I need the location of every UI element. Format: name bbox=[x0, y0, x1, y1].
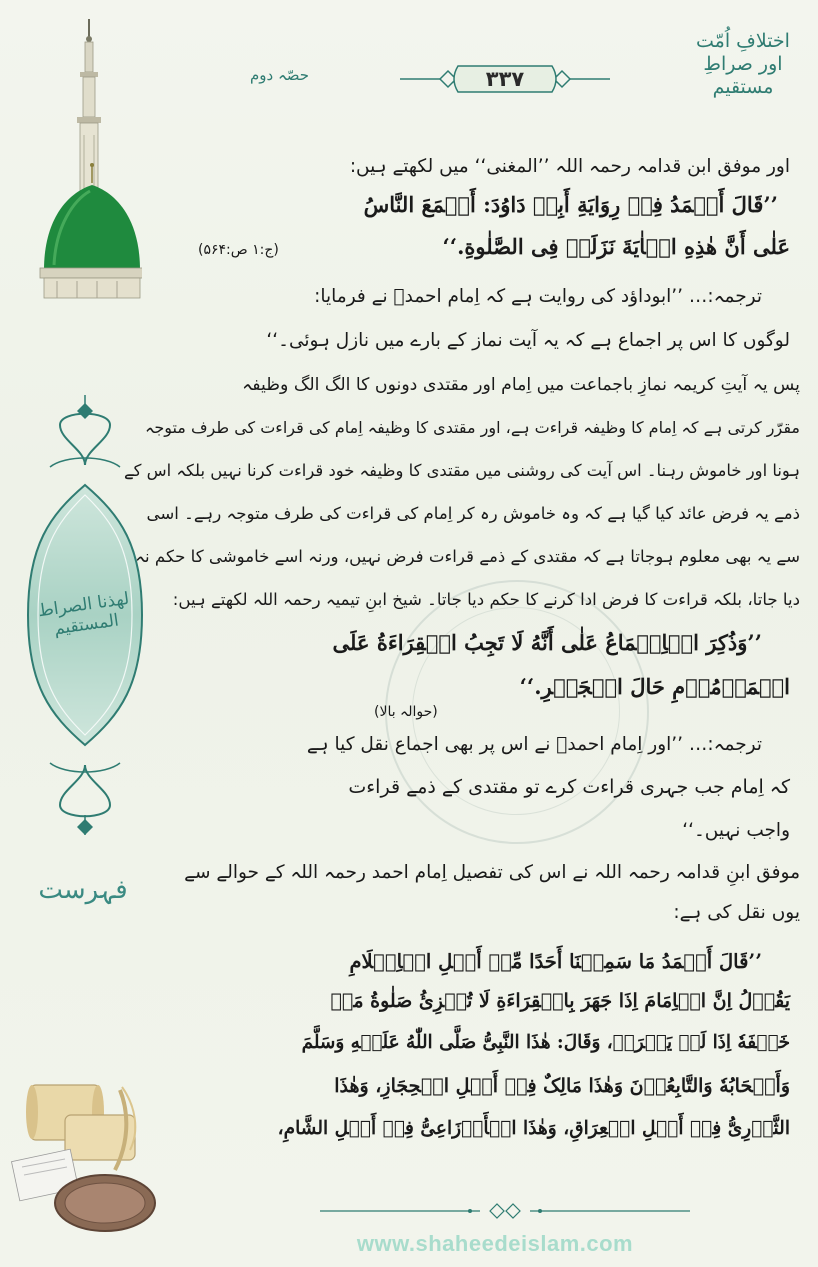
citation-reference: (حوالہ بالا) bbox=[374, 704, 438, 720]
website-url-link[interactable]: www.shaheedeislam.com bbox=[356, 1231, 634, 1256]
page-number: ۳۳۷ bbox=[485, 67, 525, 91]
arabic-quote-line: وَأَصۡحَابُهٗ وَالتَّابِعُوۡنَ وَهٰذَا مَالِکٌ فِیۡ أَهۡلِ الۡحِجَازِ، وَهٰذَا bbox=[334, 1075, 790, 1097]
translation-line: کہ اِمام جب جہری قراءت کرے تو مقتدی کے ذمے قراءت bbox=[348, 776, 790, 798]
paragraph-line: پس یہ آیتِ کریمہ نمازِ باجماعت میں اِمام اور مقتدی دونوں کا الگ الگ وظیفہ bbox=[242, 375, 800, 395]
paragraph-line: سے یہ بھی معلوم ہوجاتا ہے کہ مقتدی کے ذمے قراءت فرض نہیں، ورنہ اسے خاموشی کا حکم نہ bbox=[135, 547, 800, 566]
section-label: حصّہ دوم bbox=[250, 66, 310, 84]
translation-line: ترجمہ:… ’’اور اِمام احمدؒ نے اس پر بھی اجماع نقل کیا ہے bbox=[306, 734, 762, 755]
green-dome-minaret-image bbox=[22, 15, 142, 300]
bottom-divider-ornament bbox=[320, 1203, 690, 1219]
book-title bbox=[688, 30, 798, 98]
paragraph-line: ہونا اور خاموش رہنا۔ اس آیت کی روشنی میں مقتدی کا وظیفہ خود قراءت کرنا نہیں بلکہ اس کے bbox=[124, 461, 800, 480]
scrolls-quill-decoration bbox=[10, 1075, 160, 1235]
arabic-quote-line: ’’قَالَ أَحۡمَدُ فِیۡ رِوَایَةِ أَبِیۡ دَاوُدَ: أَجۡمَعَ النَّاسُ bbox=[363, 192, 778, 217]
paragraph-line: مقرّر کرتی ہے کہ اِمام کا وظیفہ قراءت ہے، اور مقتدی کا وظیفہ اِمام کی قراءت کی طرف متوجہ bbox=[144, 418, 800, 437]
translation-line: ترجمہ:… ’’ابوداؤد کی روایت ہے کہ اِمام احمدؒ نے فرمایا: bbox=[314, 286, 762, 307]
arabic-quote-line: خَلۡفَهٗ اِذَا لَمۡ یَقۡرَأۡ، وَقَالَ: هٰذَا النَّبِیُّ صَلَّی اللّٰهُ عَلَیۡهِ وَسَلَّمَ bbox=[301, 1032, 790, 1053]
page-content bbox=[124, 150, 800, 1010]
paragraph-line: یوں نقل کی ہے: bbox=[673, 902, 800, 923]
paragraph-line: ذمے یہ فرض عائد کیا گیا ہے کہ وہ خاموش رہ کر اِمام کی قراءت کی طرف متوجہ رہے۔ اسی bbox=[146, 504, 800, 523]
arabic-quote-line: الۡمَأۡمُوۡمِ حَالَ الۡجَهۡرِ.‘‘ bbox=[519, 674, 790, 699]
panel-calligraphy-title: لهذنا الصراط المستقيم bbox=[36, 588, 131, 640]
arabic-quote-line: الثَّوۡرِیُّ فِیۡ أَهۡلِ الۡعِرَاقِ، وَهٰذَا الۡأَوۡزَاعِیُّ فِیۡ أَهۡلِ الشَّامِ، bbox=[277, 1118, 790, 1139]
arabic-quote-line: یَقُوۡلُ اِنَّ الۡاِمَامَ اِذَا جَهَرَ بِالۡقِرَاءَةِ لَا تُجۡزِیُٔ صَلٰوةُ مَنۡ bbox=[330, 990, 790, 1012]
left-ornament-column bbox=[0, 0, 195, 1267]
book-title-line2: اور صراطِ مستقیم bbox=[703, 52, 783, 98]
paragraph-line: دیا جاتا، بلکہ قراءت کا فرض ادا کرنے کا حکم دیا جاتا۔ شیخ ابنِ تیمیہ رحمہ اللہ لکھتے ہیں: bbox=[172, 590, 800, 609]
paragraph-line: موفق ابنِ قدامہ رحمہ اللہ نے اس کی تفصیل اِمام احمد رحمہ اللہ کے حوالے سے bbox=[184, 862, 800, 883]
arabic-quote-line: ’’قَالَ أَحۡمَدُ مَا سَمِعۡنَا أَحَدًا مِّنۡ أَهۡلِ الۡاِسۡلَامِ bbox=[349, 950, 762, 973]
citation-reference: (ج:۱ ص:۵۶۴) bbox=[198, 242, 279, 258]
book-title-line1: اختلافِ اُمّت bbox=[696, 30, 790, 52]
page-content-continued bbox=[196, 990, 790, 1200]
arabic-quote-line: عَلٰی أَنَّ هٰذِهِ الۡاٰیَةَ نَزَلَتۡ فِی الصَّلٰوةِ.‘‘ bbox=[442, 234, 790, 259]
text-line: اور موفق ابن قدامہ رحمہ اللہ ’’المغنی‘‘ میں لکھتے ہیں: bbox=[349, 156, 790, 177]
arabic-quote-line: ’’وَذُکِرَ الۡاِجۡمَاعُ عَلٰی أَنَّهُ لَا تَجِبُ الۡقِرَاءَةُ عَلَی bbox=[332, 630, 762, 655]
translation-line: لوگوں کا اس پر اجماع ہے کہ یہ آیت نماز کے بارے میں نازل ہوئی۔‘‘ bbox=[266, 330, 790, 351]
translation-line: واجب نہیں۔‘‘ bbox=[682, 820, 790, 841]
toc-link[interactable]: فہرست bbox=[38, 875, 128, 905]
